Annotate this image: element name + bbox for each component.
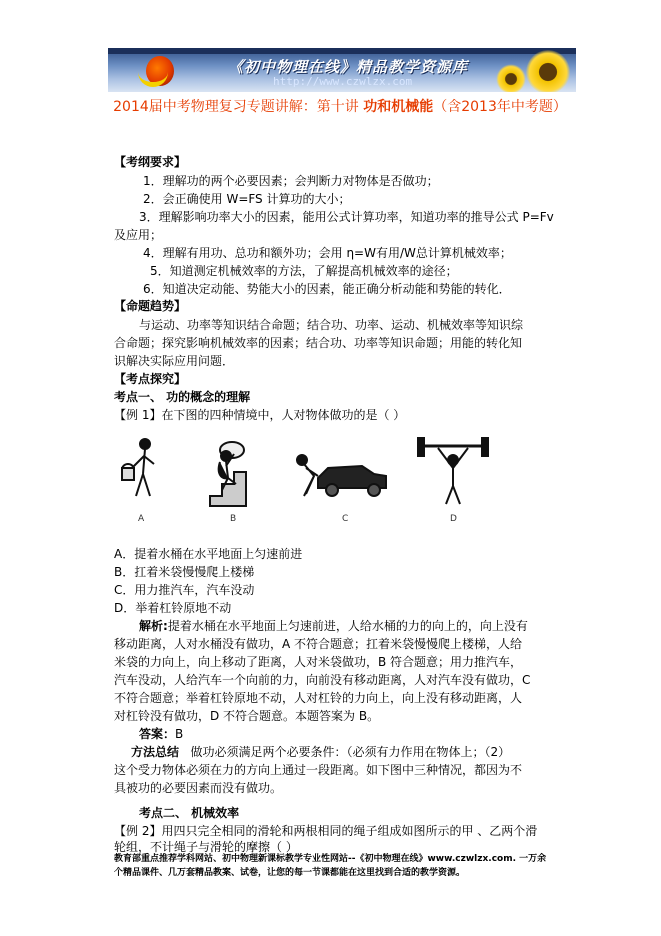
analysis-label: 解析: <box>139 619 168 633</box>
example-2-line-1: 【例 2】用四只完全相同的滑轮和两根相同的绳子组成如图所示的甲 、乙两个滑 <box>114 824 538 838</box>
method-line-1 <box>131 743 510 761</box>
analysis-text-1: 提着水桶在水平地面上匀速前进，人给水桶的力的向上的，向上没有 <box>167 619 528 633</box>
sunflower-small-icon <box>496 64 526 92</box>
figure-label-c: C <box>342 514 349 524</box>
analysis-line-5: 不符合题意；举着杠铃原地不动，人对杠铃的力向上，向上没有移动距离，人 <box>114 691 523 705</box>
scene-b-stairs <box>210 442 246 506</box>
banner-title: 《初中物理在线》精品教学资源库 <box>228 58 469 76</box>
footer-line-1: 教育部重点推荐学科网站、初中物理新课标教学专业性网站--《初中物理在线》www.czwlzx.com. 一万余 <box>114 854 547 864</box>
section-qushi: 【命题趋势】 <box>114 299 187 313</box>
option-d: D．举着杠铃原地不动 <box>114 601 232 615</box>
analysis-line-2: 移动距离，人对水桶没有做功，A 不符合题意；扛着米袋慢慢爬上楼梯，人给 <box>114 637 523 651</box>
scene-illustrations <box>118 434 498 530</box>
analysis-line-3: 米袋的力向上，向上移动了距离，人对米袋做功，B 符合题意；用力推汽车， <box>114 655 523 669</box>
analysis-line-4: 汽车没动，人给汽车一个向前的力，向前没有移动距离，人对汽车没有做功，C <box>114 673 531 687</box>
banner-stripe <box>108 48 576 54</box>
method-line-3: 具被功的必要因素而没有做功。 <box>114 781 283 795</box>
header-banner <box>108 48 576 92</box>
figure-label-b: B <box>230 514 237 524</box>
document-title <box>100 97 580 118</box>
title-part2: （含2013年中考题） <box>433 99 567 115</box>
analysis-line-6: 对杠铃没有做功，D 不符合题意。本题答案为 B。 <box>114 709 380 723</box>
kaogang-item-4: 4．理解有用功、总功和额外功；会用 η=W有用/W总计算机械效率； <box>143 246 512 260</box>
figure-label-d: D <box>450 514 457 524</box>
kaogang-item-6: 6．知道决定动能、势能大小的因素，能正确分析动能和势能的转化． <box>143 282 511 296</box>
kaogang-item-3: 3．理解影响功率大小的因素，能用公式计算功率，知道功率的推导公式 P=Fv <box>139 210 554 224</box>
qushi-line-3: 识解决实际应用问题． <box>114 354 235 368</box>
scene-d-barbell <box>418 438 488 504</box>
scene-c-car <box>297 455 386 496</box>
analysis-line-1 <box>139 617 528 635</box>
kaogang-item-1: 1．理解功的两个必要因素；会判断力对物体是否做功； <box>143 174 439 188</box>
figure-label-a: A <box>138 514 145 524</box>
sunflower-icon <box>526 50 570 92</box>
page-footer <box>114 852 584 880</box>
footer-line-2: 个精品课件、几万套精品教案、试卷，让您的每一节课都能在这里找到合适的教学资源。 <box>114 868 466 878</box>
section-tanjiu: 【考点探究】 <box>114 372 187 386</box>
qushi-line-1: 与运动、功率等知识结合命题；结合功、功率、运动、机械效率等知识综 <box>139 318 524 332</box>
option-c: C．用力推汽车，汽车没动 <box>114 583 255 597</box>
method-line-2: 这个受力物体必须在力的方向上通过一段距离。如下图中三种情况，都因为不 <box>114 763 523 777</box>
banner-url[interactable]: http://www.czwlzx.com <box>273 75 413 88</box>
qushi-line-2: 合命题；探究影响机械效率的因素；结合功、功率等知识命题；用能的转化知 <box>114 336 523 350</box>
method-label: 方法总结 <box>131 745 180 759</box>
option-b: B．扛着米袋慢慢爬上楼梯 <box>114 565 255 579</box>
kaogang-item-5: 5．知道测定机械效率的方法，了解提高机械效率的途径； <box>150 264 458 278</box>
kaogang-item-3-cont: 及应用； <box>114 228 163 242</box>
method-text-1: 做功必须满足两个必要条件：（必须有力作用在物体上；（2） <box>190 745 511 759</box>
answer-value: B <box>175 727 184 741</box>
section-kaogang: 【考纲要求】 <box>114 155 187 169</box>
answer-label: 答案： <box>139 727 176 741</box>
title-part1: 2014届中考物理复习专题讲解：第十讲 <box>113 99 364 115</box>
title-bold: 功和机械能 <box>363 99 434 115</box>
answer-line <box>139 725 183 743</box>
example-2-line-2: 轮组，不计绳子与滑轮的摩擦（ ） <box>114 840 298 854</box>
kaogang-item-2: 2．会正确使用 W=FS 计算功的大小； <box>143 192 351 206</box>
scene-a-bucket <box>122 439 154 496</box>
kaodian-2-heading: 考点二、 机械效率 <box>139 806 240 820</box>
kaodian-1-heading: 考点一、 功的概念的理解 <box>114 390 251 404</box>
example-1-question: 【例 1】在下图的四种情境中，人对物体做功的是（ ） <box>114 408 406 422</box>
example-1-figure <box>118 434 498 530</box>
option-a: A．提着水桶在水平地面上匀速前进 <box>114 547 303 561</box>
